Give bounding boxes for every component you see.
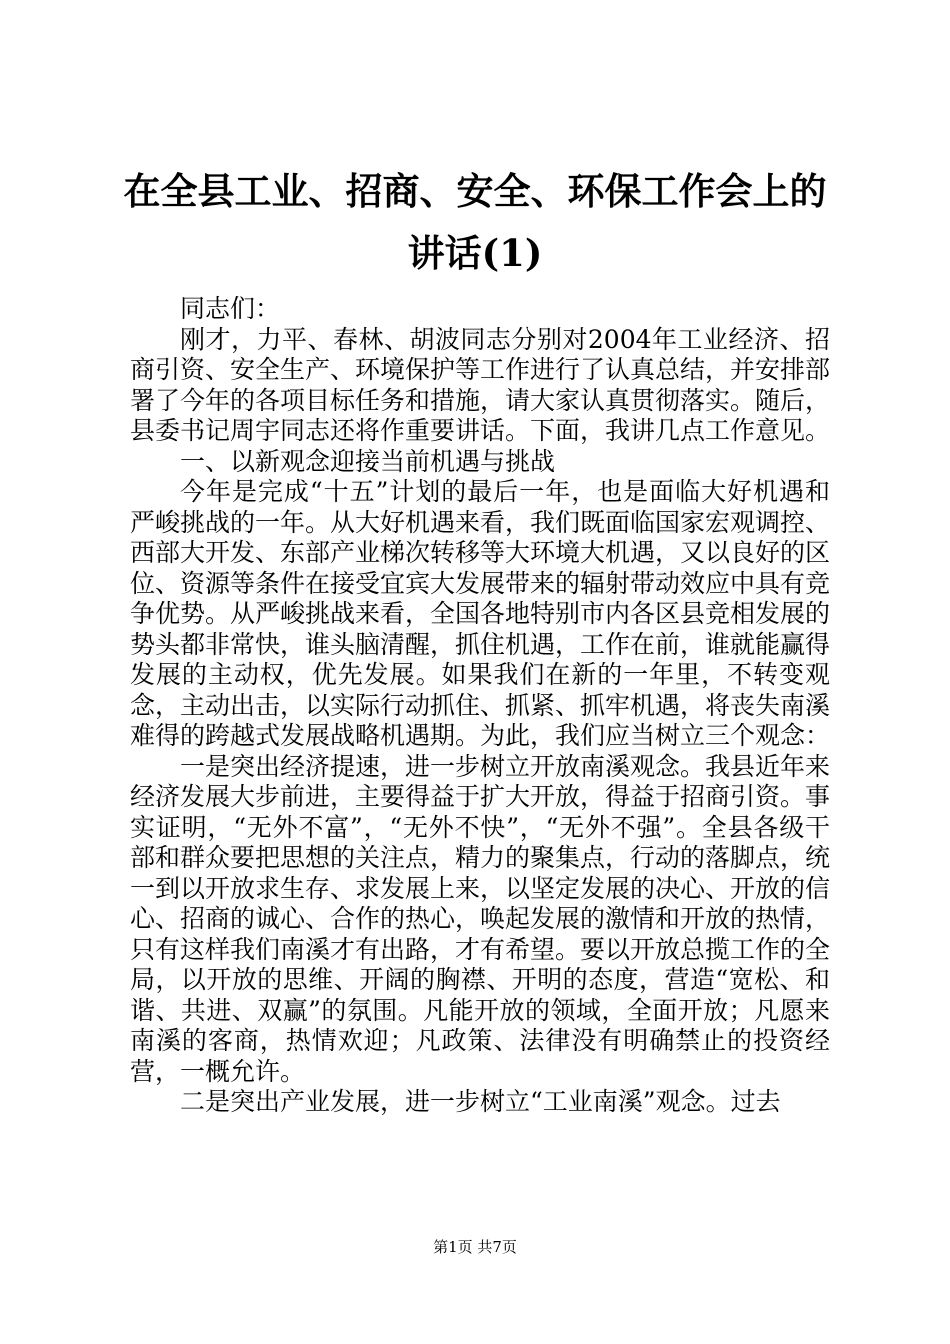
section-heading-1: 一、以新观念迎接当前机遇与挑战: [180, 446, 556, 476]
salutation: 同志们：: [180, 294, 281, 323]
paragraph-intro: 刚才，力平、春林、胡波同志分别对2004年工业经济、招商引资、安全生产、环境保护等工作进行了认真总结，并安排部署了今年的各项目标任务和措施，请大家认真贯彻落实。随后，县委书记周宇同志还将作重要讲话。下面，我讲几点工作意见。: [130, 324, 831, 445]
page-footer: 第1页 共7页: [433, 1238, 517, 1256]
document-body: [130, 294, 830, 1118]
document-title: 在全县工业、招商、安全、环保工作会上的讲话(1): [123, 169, 827, 275]
paragraph-opportunities: 今年是完成“十五”计划的最后一年，也是面临大好机遇和严峻挑战的一年。从大好机遇来看，我们既面临国家宏观调控、西部大开发、东部产业梯次转移等大环境大机遇，又以良好的区位、资源等条件在接受宜宾大发展带来的辐射带动效应中具有竞争优势。从严峻挑战来看，全国各地特别市内各区县竞相发展的势头都非常快，谁头脑清醒，抓住机遇，工作在前，谁就能赢得发展的主动权，优先发展。如果我们在新的一年里，不转变观念，主动出击，以实际行动抓住、抓紧、抓牢机遇，将丧失南溪难得的跨越式发展战略机遇期。为此，我们应当树立三个观念：: [130, 477, 831, 750]
paragraph-point-2: 二是突出产业发展，进一步树立“工业南溪”观念。过去: [180, 1087, 781, 1116]
paragraph-point-1: 一是突出经济提速，进一步树立开放南溪观念。我县近年来经济发展大步前进，主要得益于扩大开放，得益于招商引资。事实证明，“无外不富”，“无外不快”，“无外不强”。全县各级干部和群众要把思想的关注点，精力的聚集点，行动的落脚点，统一到以开放求生存、求发展上来，以坚定发展的决心、开放的信心、招商的诚心、合作的热心，唤起发展的激情和开放的热情，只有这样我们南溪才有出路，才有希望。要以开放总揽工作的全局，以开放的思维、开阔的胸襟、开明的态度，营造“宽松、和谐、共进、双赢”的氛围。凡能开放的领域，全面开放；凡愿来南溪的客商，热情欢迎；凡政策、法律没有明确禁止的投资经营，一概允许。: [130, 751, 831, 1086]
